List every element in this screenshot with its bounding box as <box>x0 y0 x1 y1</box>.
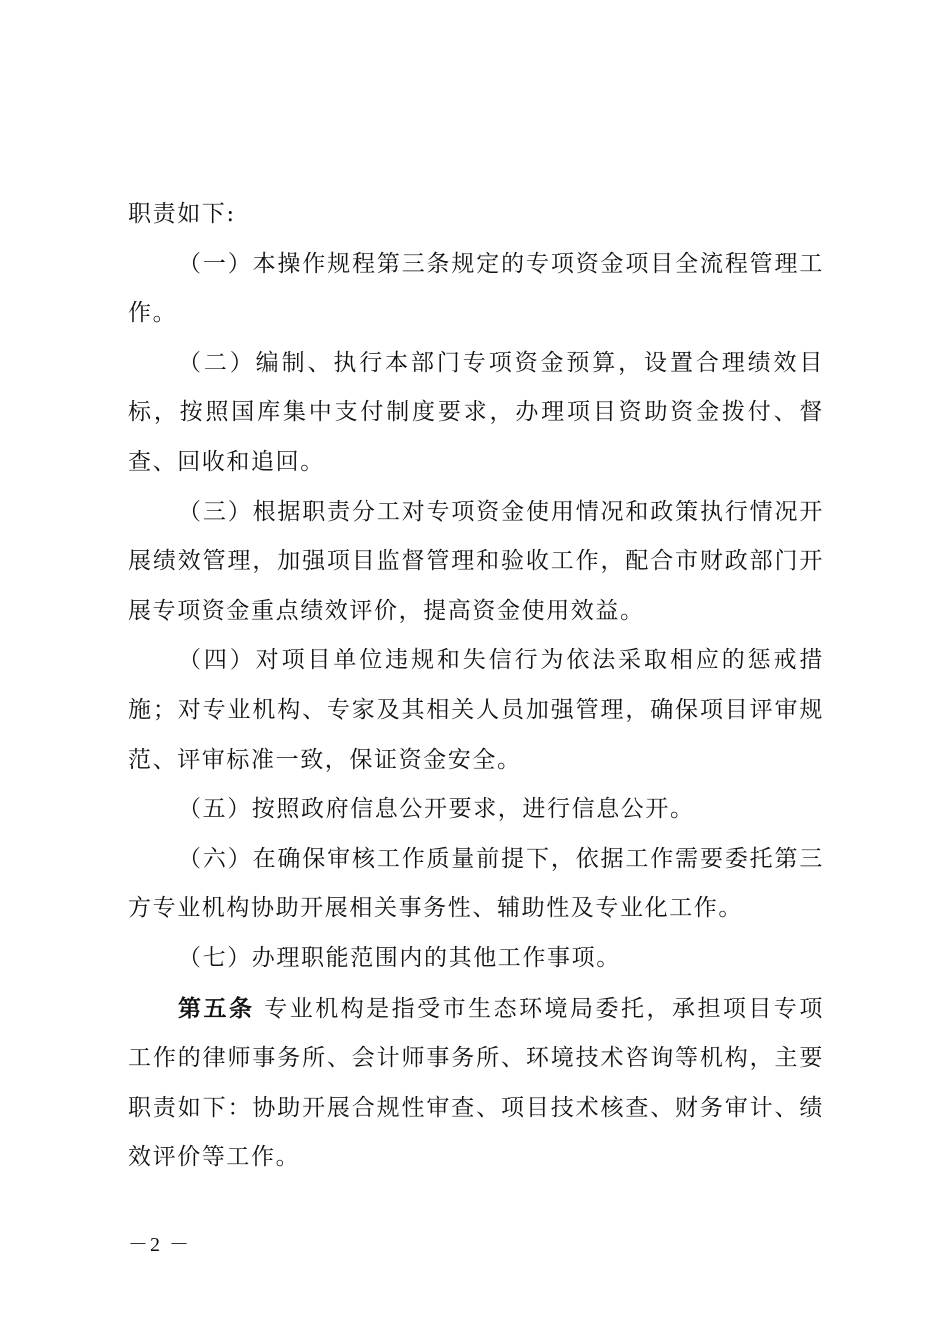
paragraph-item-5: （五）按照政府信息公开要求，进行信息公开。 <box>178 796 695 823</box>
paragraph-item-7: （七）办理职能范围内的其他工作事项。 <box>178 944 621 971</box>
article-five-text: 专业机构是指受市生态环境局委托，承担项目专项工作的律师事务所、会计师事务所、环境技术咨询等机构，主要职责如下：协助开展合规性审查、项目技术核查、财务审计、绩效评价等工作。 <box>128 995 824 1171</box>
document-body <box>128 190 824 1183</box>
page-number: －2 － <box>128 1234 191 1256</box>
article-five-paragraph <box>128 984 824 1183</box>
article-five-label: 第五条 <box>178 994 255 1022</box>
paragraph-item-2: （二）编制、执行本部门专项资金预算，设置合理绩效目标，按照国库集中支付制度要求，办理项目资助资金拨付、督查、回收和追回。 <box>128 349 824 475</box>
paragraph-continuation: 职责如下: <box>128 201 236 227</box>
paragraph-item-1: （一）本操作规程第三条规定的专项资金项目全流程管理工作。 <box>128 250 824 327</box>
paragraph-item-3: （三）根据职责分工对专项资金使用情况和政策执行情况开展绩效管理，加强项目监督管理和验收工作，配合市财政部门开展专项资金重点绩效评价，提高资金使用效益。 <box>128 498 824 624</box>
paragraph-item-4: （四）对项目单位违规和失信行为依法采取相应的惩戒措施；对专业机构、专家及其相关人员加强管理，确保项目评审规范、评审标准一致，保证资金安全。 <box>128 647 824 773</box>
paragraph-item-6: （六）在确保审核工作质量前提下，依据工作需要委托第三方专业机构协助开展相关事务性、辅助性及专业化工作。 <box>128 845 824 922</box>
